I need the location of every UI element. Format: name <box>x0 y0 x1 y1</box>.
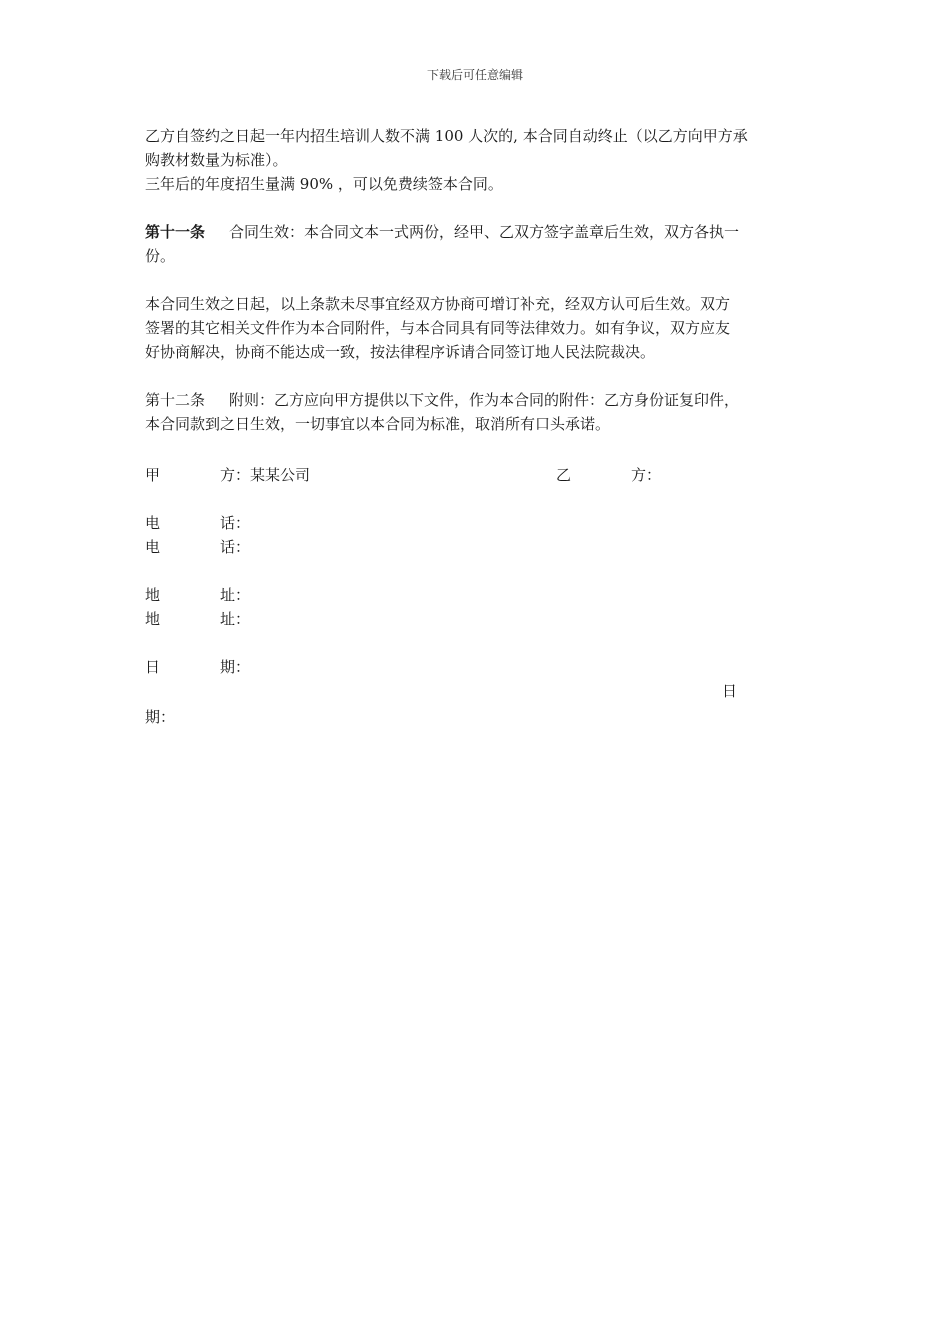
paragraph-supplement-line2: 签署的其它相关文件作为本合同附件，与本合同具有同等法律效力。如有争议，双方应友 <box>145 319 731 337</box>
phone-row-2 <box>145 535 250 559</box>
date-2-char1: 日 <box>722 682 738 700</box>
phone-2-char1: 电 <box>145 538 161 556</box>
paragraph-supplement-line1: 本合同生效之日起，以上条款未尽事宜经双方协商可增订补充，经双方认可后生效。双方 <box>145 295 731 313</box>
party-b-row <box>556 463 661 487</box>
contract-body <box>145 124 810 436</box>
page-header: 下载后可任意编辑 <box>426 68 523 82</box>
paragraph-supplement-line3: 好协商解决，协商不能达成一致，按法律程序诉请合同签订地人民法院裁决。 <box>145 343 656 361</box>
paragraph-termination-line1: 乙方自签约之日起一年内招生培训人数不满 100 人次的, 本合同自动终止（以乙方向甲方承 <box>145 127 748 145</box>
paragraph-renewal: 三年后的年度招生量满 90% ，可以免费续签本合同。 <box>145 175 503 193</box>
paragraph-termination-line2: 购教材数量为标准）。 <box>145 151 288 169</box>
clause-11-text: 合同生效：本合同文本一式两份，经甲、乙双方签字盖章后生效，双方各执一 <box>229 223 740 241</box>
phone-1-label: 话： <box>220 514 251 532</box>
clause-12-title: 第十二条 <box>145 391 206 409</box>
clause-11 <box>145 220 810 244</box>
address-1-char1: 地 <box>145 586 161 604</box>
phone-1-char1: 电 <box>145 514 161 532</box>
party-a-label: 方：某某公司 <box>220 466 311 484</box>
clause-12 <box>145 388 810 412</box>
date-1-label: 期： <box>220 658 251 676</box>
clause-12-text-cont: 本合同款到之日生效，一切事宜以本合同为标准，取消所有口头承诺。 <box>145 415 611 433</box>
address-2-char1: 地 <box>145 610 161 628</box>
phone-row-1 <box>145 511 250 535</box>
address-row-2 <box>145 607 250 631</box>
party-a-row <box>145 463 310 487</box>
party-b-label-char1: 乙 <box>556 466 572 484</box>
party-b-label: 方： <box>631 466 662 484</box>
clause-11-text-cont: 份。 <box>145 247 176 265</box>
phone-2-label: 话： <box>220 538 251 556</box>
date-1-char1: 日 <box>145 658 161 676</box>
date-row-1 <box>145 655 250 679</box>
clause-11-title: 第十一条 <box>145 223 206 241</box>
party-a-label-char1: 甲 <box>145 466 161 484</box>
address-1-label: 址： <box>220 586 251 604</box>
date-2-label: 期： <box>145 708 176 726</box>
clause-12-text: 附则：乙方应向甲方提供以下文件，作为本合同的附件：乙方身份证复印件， <box>229 391 740 409</box>
address-row-1 <box>145 583 250 607</box>
address-2-label: 址： <box>220 610 251 628</box>
